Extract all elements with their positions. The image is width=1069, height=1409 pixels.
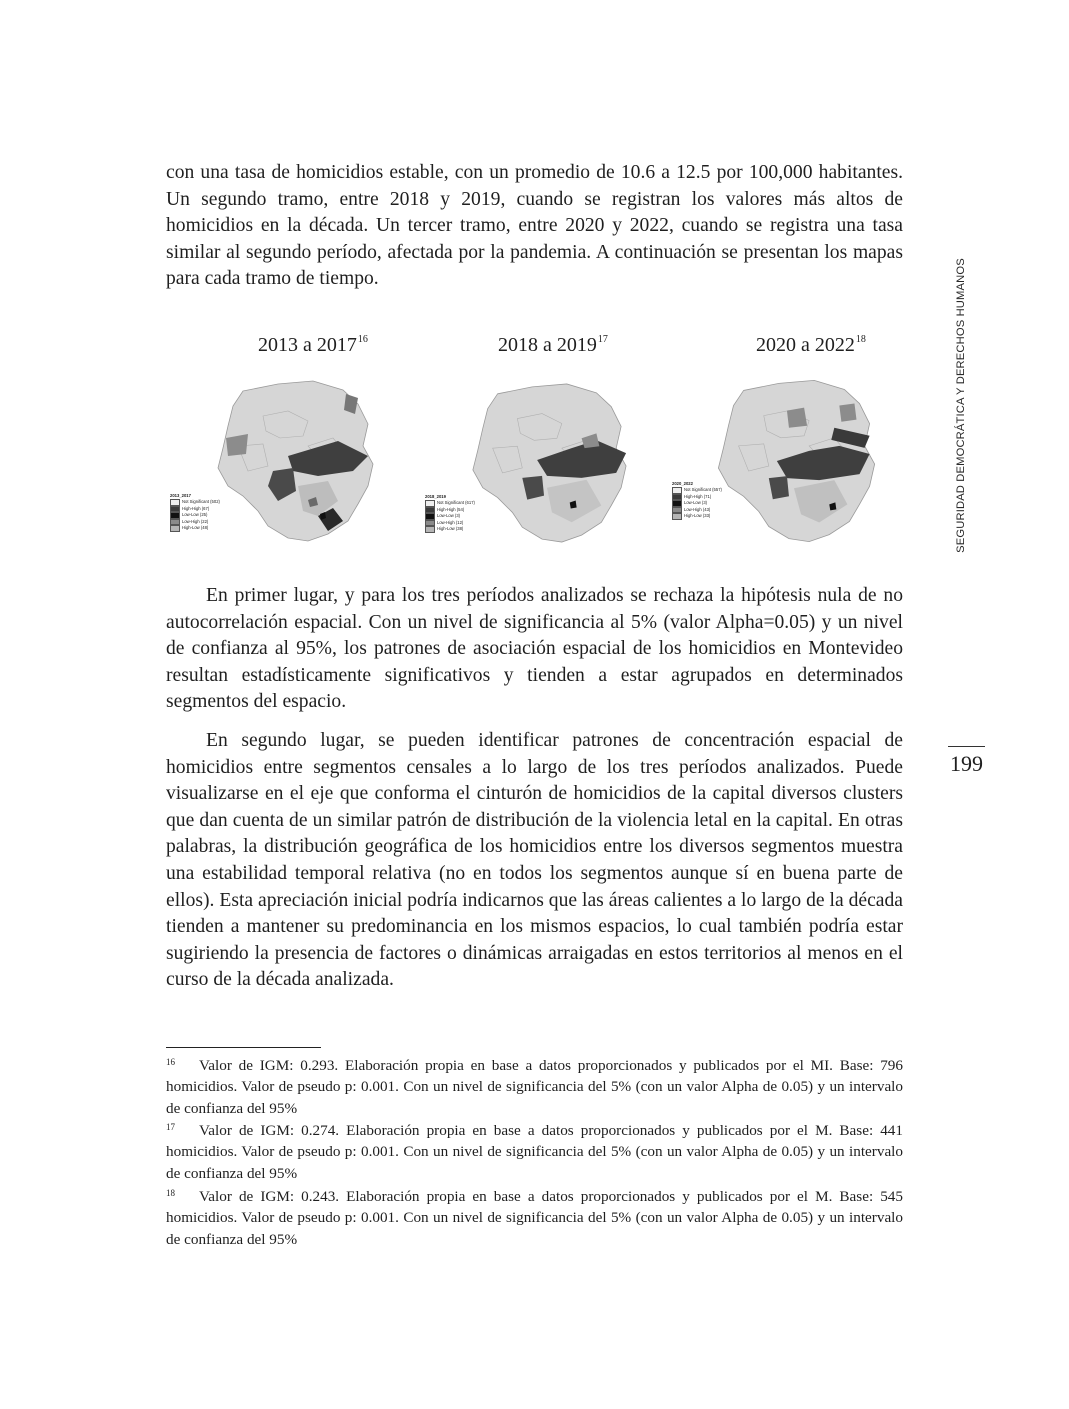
footnote-text: Valor de IGM: 0.293. Elaboración propia en base a datos proporcionados y publicados por el MI. Base: 796 homicidios. Valor de pseudo p: 0.001. Con un nivel de significancia del 5% (con un valor Alpha de 0.05) y un intervalo de confianza del 95% xyxy=(166,1057,903,1117)
legend-title: 2020_2022 xyxy=(672,481,693,486)
legend-swatch xyxy=(425,526,435,533)
legend-item: Low-Low (25) xyxy=(170,512,220,519)
map-2020-2022 xyxy=(668,375,920,547)
legend-item: Not Significant (557) xyxy=(672,487,722,494)
legend-item: Not Significant (617) xyxy=(425,500,475,507)
map-title-2020-2022: 2020 a 2022$^{18}$ xyxy=(756,334,866,356)
legend-item: High-Low (48) xyxy=(170,525,220,532)
legend-item: Low-Low (3) xyxy=(425,513,475,520)
footnote-text: Valor de IGM: 0.243. Elaboración propia en base a datos proporcionados y publicados por el M. Base: 545 homicidios. Valor de pseudo p: 0.001. Con un nivel de significancia del 5% (con un valor Alpha de 0.05) y un intervalo de confianza del 95% xyxy=(166,1188,903,1248)
map-title-2018-2019: 2018 a 2019$^{17}$ xyxy=(498,334,608,356)
footnote-17 xyxy=(166,1117,903,1184)
legend-item: Not Significant (502) xyxy=(170,499,220,506)
legend-item: Low-High (43) xyxy=(672,507,722,514)
map-title-2013-2017: 2013 a 2017$^{16}$ xyxy=(258,334,368,356)
map-legend-2018-2019 xyxy=(425,494,475,533)
legend-item: High-Low (38) xyxy=(425,526,475,533)
footnote-number: 17 xyxy=(166,1122,175,1132)
footnote-ref-18[interactable]: 18 xyxy=(855,334,866,345)
page-number-rule xyxy=(948,746,985,747)
running-head-vertical: SEGURIDAD DEMOCRÁTICA Y DERECHOS HUMANOS xyxy=(955,258,967,553)
legend-item: Low-High (12) xyxy=(425,520,475,527)
legend-item: Low-High (22) xyxy=(170,519,220,526)
montevideo-map-image xyxy=(668,375,920,547)
legend-swatch xyxy=(672,513,682,520)
legend-item: Low-Low (3) xyxy=(672,500,722,507)
footnote-number: 18 xyxy=(166,1188,175,1198)
paragraph-3: En segundo lugar, se pueden identificar patrones de concentración espacial de homicidios entre segmentos censales a lo largo de los tres períodos analizados. Puede visualizarse en el eje que conforma el cinturón de homicidios de la capital diversos clusters que dan cuenta de un similar patrón de distribución de la violencia letal en la capital. En otras palabras, la distribución geográfica de los homicidios entre los diversos segmentos muestra una estabilidad temporal relativa (no en todos los segmentos aunque sí en buena parte de ellos). Esta apreciación inicial podría indicarnos que las áreas calientes a lo largo de la década tienden a mantener su predominancia en los mismos espacios, lo cual también podría estar sugiriendo la presencia de factores o dinámicas arraigadas en estos territorios al menos en el curso de la década analizada. xyxy=(166,730,903,991)
legend-title: 2013_2017 xyxy=(170,493,191,498)
legend-item: High-High (67) xyxy=(170,506,220,513)
footnote-text: Valor de IGM: 0.274. Elaboración propia en base a datos proporcionados y publicados por el M. Base: 441 homicidios. Valor de pseudo p: 0.001. Con un nivel de significancia del 5% (con un valor Alpha de 0.05) y un intervalo de confianza del 95% xyxy=(166,1122,903,1182)
footnote-number: 16 xyxy=(166,1057,175,1067)
map-legend-2013-2017 xyxy=(170,493,220,532)
footnote-16 xyxy=(166,1052,903,1119)
page-number: 199 xyxy=(950,751,983,776)
legend-title: 2018_2019 xyxy=(425,494,446,499)
footnote-ref-16[interactable]: 16 xyxy=(357,334,368,345)
map-legend-2020-2022 xyxy=(672,481,722,520)
footnote-ref-17[interactable]: 17 xyxy=(597,334,608,345)
footnote-18 xyxy=(166,1183,903,1250)
legend-item: High-High (71) xyxy=(672,494,722,501)
intro-paragraph: con una tasa de homicidios estable, con un promedio de 10.6 a 12.5 por 100,000 habitantes. Un segundo tramo, entre 2018 y 2019, cuando se registran los valores más altos de homicidios en la década. Un tercer tramo, entre 2020 y 2022, cuando se registra una tasa similar al segundo período, afectada por la pandemia. A continuación se presentan los mapas para cada tramo de tiempo. xyxy=(166,162,903,290)
paragraph-2: En primer lugar, y para los tres períodos analizados se rechaza la hipótesis nula de no autocorrelación espacial. Con un nivel de significancia al 5% (valor Alpha=0.05) y un nivel de confianza al 95%, los patrones de asociación espacial de los homicidios en Montevideo resultan estadísticamente significativos y tienden a estar agrupados en determinados segmentos del espacio. xyxy=(166,585,903,713)
legend-item: High-Low (33) xyxy=(672,513,722,520)
footnote-separator xyxy=(166,1047,321,1048)
legend-item: High-High (54) xyxy=(425,507,475,514)
legend-swatch xyxy=(170,525,180,532)
